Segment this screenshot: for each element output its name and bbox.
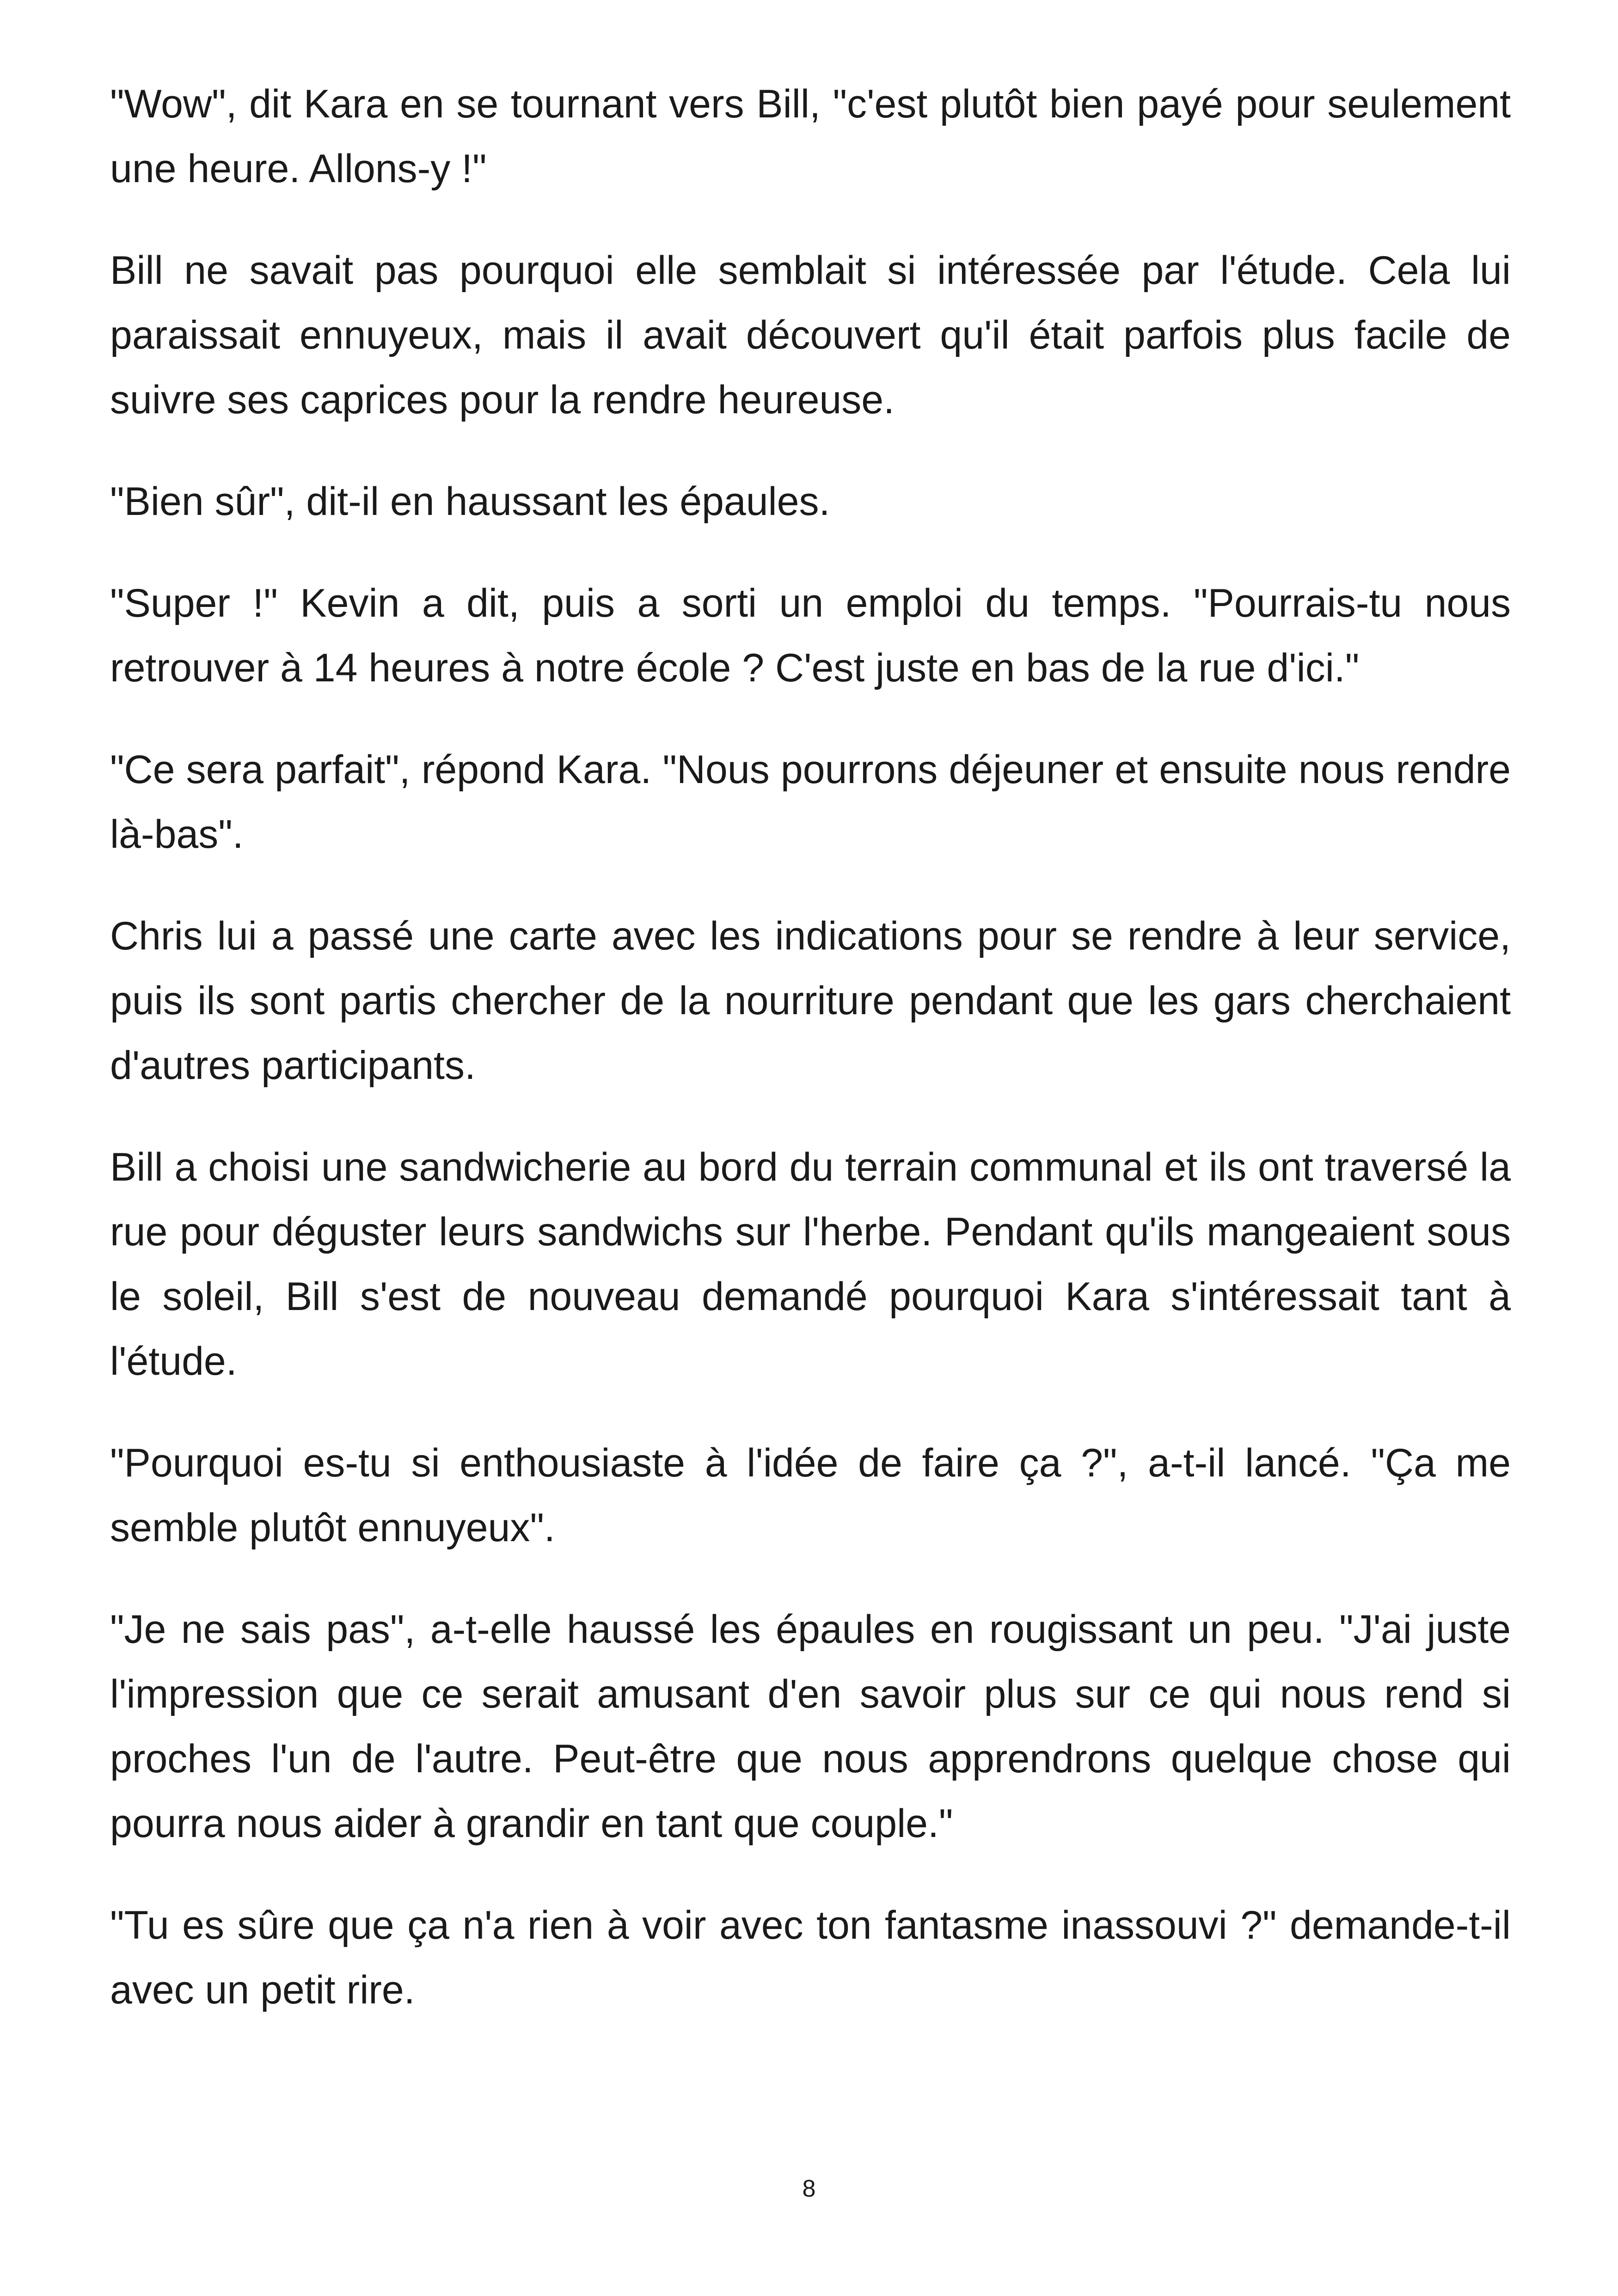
paragraph-8: "Pourquoi es-tu si enthousiaste à l'idée de faire ça ?", a-t-il lancé. "Ça me semble plutôt ennuyeux". xyxy=(110,1441,1511,1550)
paragraph-6: Chris lui a passé une carte avec les indications pour se rendre à leur service, puis ils sont partis chercher de la nourriture pendant que les gars cherchaient d'autres participants. xyxy=(110,914,1511,1088)
paragraph-4: "Super !" Kevin a dit, puis a sorti un emploi du temps. "Pourrais-tu nous retrouver à 14 heures à notre école ? C'est juste en bas de la rue d'ici." xyxy=(110,581,1511,690)
paragraph-10: "Tu es sûre que ça n'a rien à voir avec ton fantasme inassouvi ?" demande-t-il avec un petit rire. xyxy=(110,1903,1511,2012)
paragraph-5: "Ce sera parfait", répond Kara. "Nous pourrons déjeuner et ensuite nous rendre là-bas". xyxy=(110,747,1511,857)
paragraph-3: "Bien sûr", dit-il en haussant les épaules. xyxy=(110,479,830,524)
paragraph-9: "Je ne sais pas", a-t-elle haussé les épaules en rougissant un peu. "J'ai juste l'impression que ce serait amusant d'en savoir plus sur ce qui nous rend si proches l'un de l'autre. Peut-être que nous apprendrons quelque chose qui pourra nous aider à grandir en tant que couple." xyxy=(110,1607,1511,1846)
paragraph-2: Bill ne savait pas pourquoi elle semblait si intéressée par l'étude. Cela lui paraissait ennuyeux, mais il avait découvert qu'il était parfois plus facile de suivre ses caprices pour la rendre heureuse. xyxy=(110,248,1511,422)
body-text xyxy=(110,72,1511,2059)
page-number: 8 xyxy=(802,2175,816,2202)
paragraph-1: "Wow", dit Kara en se tournant vers Bill, "c'est plutôt bien payé pour seulement une heure. Allons-y !" xyxy=(110,82,1511,191)
paragraph-7: Bill a choisi une sandwicherie au bord du terrain communal et ils ont traversé la rue pour déguster leurs sandwichs sur l'herbe. Pendant qu'ils mangeaient sous le soleil, Bill s'est de nouveau demandé pourquoi Kara s'intéressait tant à l'étude. xyxy=(110,1145,1511,1384)
